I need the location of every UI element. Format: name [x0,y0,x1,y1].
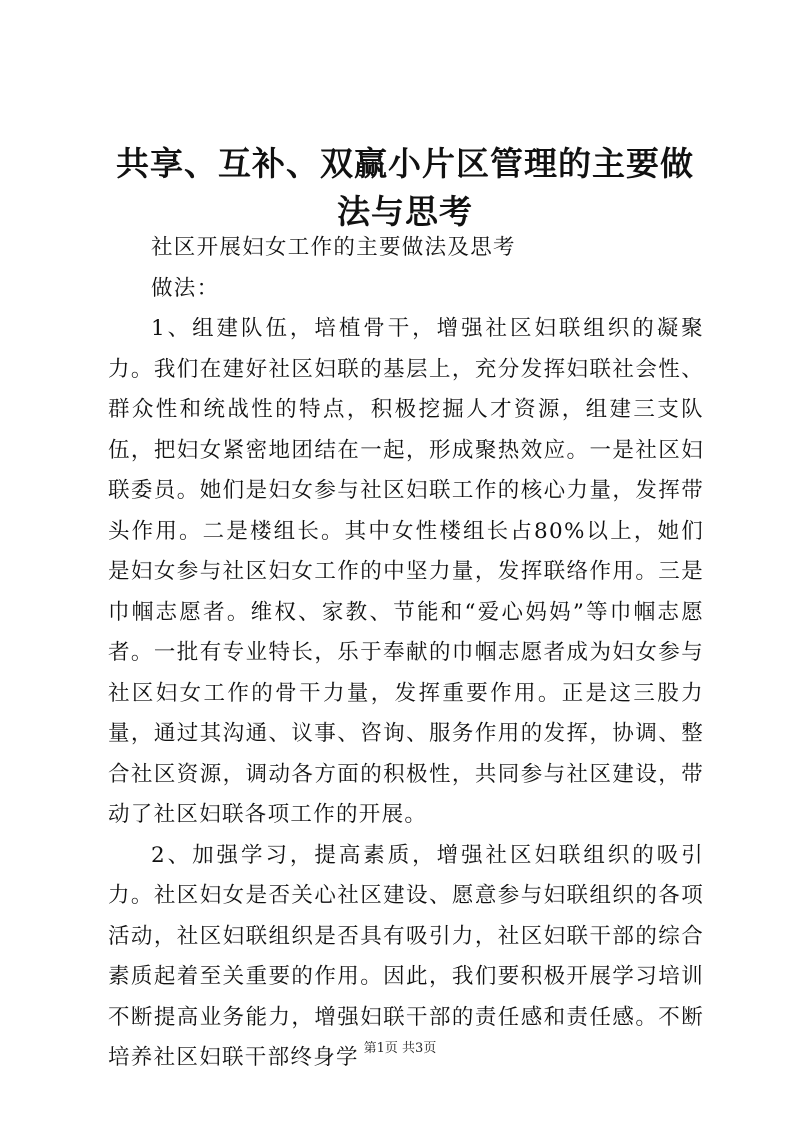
method-heading: 做法： [151,275,220,301]
body-paragraph-2: 2、加强学习，提高素质，增强社区妇联组织的吸引力。社区妇女是否关心社区建设、愿意参与妇联组织的各项活动，社区妇联组织是否具有吸引力，社区妇联干部的综合素质起着至关重要的作用。因此，我们要积极开展学习培训不断提高业务能力，增强妇联干部的责任感和责任感。不断培养社区妇联干部终身学 [108,842,704,1070]
page-number-footer: 第1页 共3页 [363,1041,437,1056]
document-title: 共享、互补、双赢小片区管理的主要做法与思考 [116,144,694,231]
document-body [108,228,704,1079]
subtitle-paragraph: 社区开展妇女工作的主要做法及思考 [151,235,516,260]
body-paragraph-1: 1、组建队伍，培植骨干，增强社区妇联组织的凝聚力。我们在建好社区妇联的基层上，充分发挥妇联社会性、群众性和统战性的特点，积极挖掘人才资源，组建三支队伍，把妇女紧密地团结在一起，形成聚热效应。一是社区妇联委员。她们是妇女参与社区妇联工作的核心力量，发挥带头作用。二是楼组长。其中女性楼组长占80%以上，她们是妇女参与社区妇女工作的中坚力量，发挥联络作用。三是巾帼志愿者。维权、家教、节能和“爱心妈妈”等巾帼志愿者。一批有专业特长，乐于奉献的巾帼志愿者成为妇女参与社区妇女工作的骨干力量，发挥重要作用。正是这三股力量，通过其沟通、议事、咨询、服务作用的发挥，协调、整合社区资源，调动各方面的积极性，共同参与社区建设，带动了社区妇联各项工作的开展。 [108,316,704,827]
